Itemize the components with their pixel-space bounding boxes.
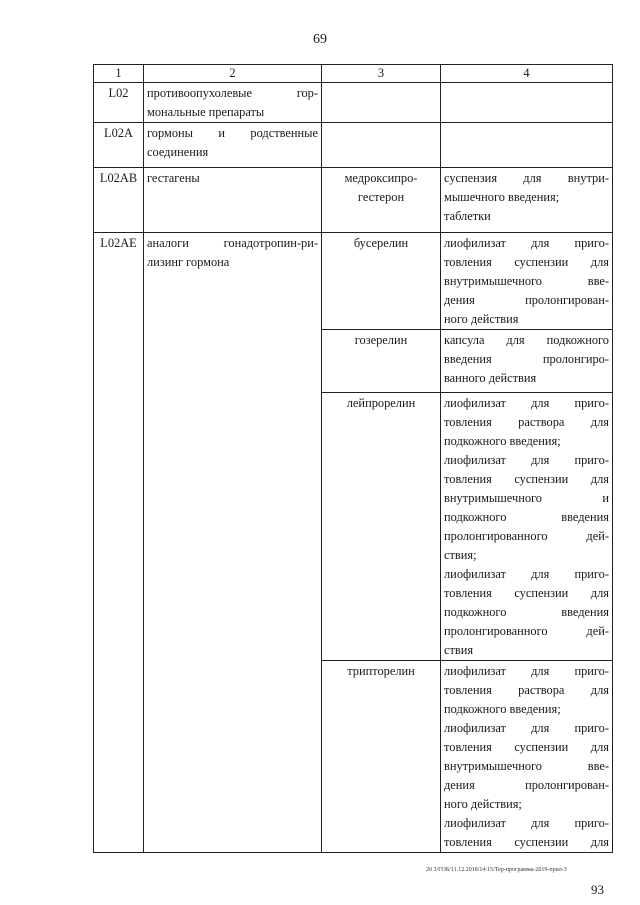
- dosage-form-line: пролонгированного дей-: [444, 624, 609, 638]
- dosage-form-line: дения пролонгирован-: [444, 778, 609, 792]
- column-header: 2: [144, 65, 322, 83]
- dosage-form-line: внутримышечного вве-: [444, 759, 609, 773]
- group-name-cell: [144, 83, 322, 123]
- dosage-form-line: подкожного введения: [444, 510, 609, 524]
- dosage-form-cell: [441, 123, 613, 168]
- dosage-form-line: лиофилизат для приго-: [444, 236, 609, 250]
- drug-name-cell: [322, 233, 441, 330]
- sheet-number: 93: [591, 882, 604, 897]
- column-header: 1: [94, 65, 144, 83]
- dosage-form-cell: [441, 330, 613, 393]
- dosage-form-cell: [441, 393, 613, 661]
- dosage-form-line: введения пролонгиро-: [444, 352, 609, 366]
- dosage-form-line: лиофилизат для приго-: [444, 816, 609, 830]
- table-row: [94, 83, 613, 123]
- drug-name-line: гестерон: [357, 190, 405, 204]
- dosage-form-line: товления суспензии для: [444, 586, 609, 600]
- dosage-form-line: ного действия;: [444, 797, 522, 811]
- table-row: [94, 123, 613, 168]
- document-code: 20 3/ГОБ/11.12.2018/14:15/Тер-программа-2019-прил-3: [426, 867, 567, 873]
- group-name-line: противоопухолевые гор-: [147, 86, 318, 100]
- drug-name-line: гозерелин: [354, 333, 408, 347]
- group-name-line: лизинг гормона: [147, 255, 230, 269]
- dosage-form-line: лиофилизат для приго-: [444, 664, 609, 678]
- dosage-form-line: подкожного введения;: [444, 702, 561, 716]
- dosage-form-cell: [441, 168, 613, 233]
- dosage-form-line: ствия;: [444, 548, 477, 562]
- dosage-form-line: подкожного введения: [444, 605, 609, 619]
- atc-code-cell: L02AB: [94, 168, 144, 233]
- dosage-form-line: товления раствора для: [444, 415, 609, 429]
- drug-name-line: медроксипро-: [344, 171, 418, 185]
- table-header-row: [94, 65, 613, 83]
- drug-name-cell: [322, 83, 441, 123]
- dosage-form-line: товления суспензии для: [444, 255, 609, 269]
- dosage-form-line: подкожного введения;: [444, 434, 561, 448]
- dosage-form-line: внутримышечного вве-: [444, 274, 609, 288]
- dosage-form-line: товления раствора для: [444, 683, 609, 697]
- dosage-form-line: пролонгированного дей-: [444, 529, 609, 543]
- atc-code-cell: L02AE: [94, 233, 144, 853]
- dosage-form-line: товления суспензии для: [444, 835, 609, 849]
- dosage-form-line: ного действия: [444, 312, 519, 326]
- dosage-form-line: ванного действия: [444, 371, 537, 385]
- group-name-line: соединения: [147, 145, 209, 159]
- page-number: 69: [313, 32, 327, 47]
- dosage-form-line: дения пролонгирован-: [444, 293, 609, 307]
- dosage-form-line: лиофилизат для приго-: [444, 453, 609, 467]
- drug-name-line: бусерелин: [353, 236, 409, 250]
- dosage-form-line: товления суспензии для: [444, 472, 609, 486]
- dosage-form-line: капсула для подкожного: [444, 333, 609, 347]
- drug-name-cell: [322, 168, 441, 233]
- column-header: 4: [441, 65, 613, 83]
- drug-name-cell: [322, 393, 441, 661]
- drug-name-cell: [322, 330, 441, 393]
- atc-code-cell: L02: [94, 83, 144, 123]
- dosage-form-line: суспензия для внутри-: [444, 171, 609, 185]
- dosage-form-line: лиофилизат для приго-: [444, 567, 609, 581]
- dosage-form-cell: [441, 233, 613, 330]
- atc-code-cell: L02A: [94, 123, 144, 168]
- dosage-form-line: лиофилизат для приго-: [444, 396, 609, 410]
- drug-name-line: лейпрорелин: [346, 396, 416, 410]
- column-header: 3: [322, 65, 441, 83]
- group-name-cell: [144, 233, 322, 853]
- group-name-line: аналоги гонадотропин-ри-: [147, 236, 318, 250]
- drug-name-cell: [322, 661, 441, 853]
- drug-table: [93, 64, 613, 853]
- group-name-line: мональные препараты: [147, 105, 265, 119]
- table-row: [94, 233, 613, 330]
- group-name-cell: [144, 123, 322, 168]
- dosage-form-line: внутримышечного и: [444, 491, 609, 505]
- group-name-cell: [144, 168, 322, 233]
- drug-name-cell: [322, 123, 441, 168]
- dosage-form-line: таблетки: [444, 209, 491, 223]
- table-row: [94, 168, 613, 233]
- dosage-form-line: товления суспензии для: [444, 740, 609, 754]
- dosage-form-cell: [441, 661, 613, 853]
- group-name-line: гормоны и родственные: [147, 126, 318, 140]
- group-name-line: гестагены: [147, 171, 200, 185]
- dosage-form-line: ствия: [444, 643, 474, 657]
- drug-name-line: трипторелин: [347, 664, 415, 678]
- dosage-form-line: мышечного введения;: [444, 190, 560, 204]
- dosage-form-line: лиофилизат для приго-: [444, 721, 609, 735]
- dosage-form-cell: [441, 83, 613, 123]
